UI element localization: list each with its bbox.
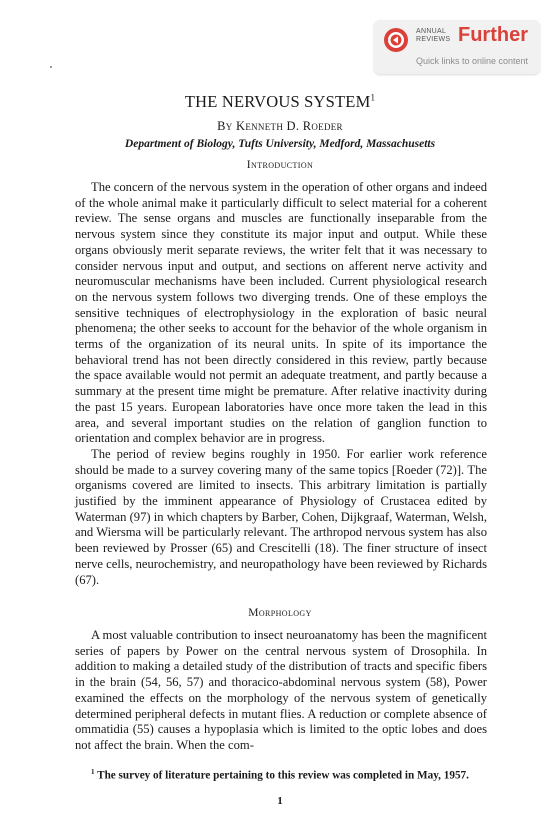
badge-brand: Further	[458, 24, 528, 46]
title-text: THE NERVOUS SYSTEM	[184, 92, 371, 111]
morphology-body	[75, 628, 487, 754]
body-paragraph: A most valuable contribution to insect neuroanatomy has been the magnificent series of papers by Power on the central nervous system of Drosophila. In addition to making a detailed study of the distribution of tracts and specific fibers in the brain (54, 56, 57) and thoracico-abdominal nervous system (58), Power examined the effects on the morphology of the nervous system of genetically determined peripheral defects in mutant flies. A reduction or complete absence of ommatidia (55) causes a hypoplasia which is limited to the optic lobes and does not affect the brain. When the com-	[75, 628, 487, 752]
publisher-name	[416, 28, 454, 44]
footnote	[75, 768, 487, 782]
footnote-mark: 1	[91, 768, 95, 776]
publisher-line-1: ANNUAL	[416, 28, 447, 35]
publisher-line-2: REVIEWS	[416, 36, 451, 43]
footnote-text: The survey of literature pertaining to this review was completed in May, 1957.	[97, 769, 469, 782]
section-heading-introduction: Introduction	[246, 159, 314, 171]
title-footnote-mark: 1	[370, 92, 376, 103]
stray-mark	[50, 66, 52, 68]
affiliation: Department of Biology, Tufts University, Medford, Massachusetts	[124, 138, 436, 150]
badge-tagline: Quick links to online content	[416, 56, 529, 66]
author-line: By Kenneth D. Roeder	[217, 119, 343, 133]
body-paragraph: The period of review begins roughly in 1950. For earlier work reference should be made to a survey covering many of the same topics [Roeder (72)]. The organisms covered are limited to insects. This arbitrary limitation is partially justified by the imminent appearance of Physiology of Crustacea edited by Waterman (97) in which chapters by Barber, Cohen, Dijkgraaf, Waterman, Welsh, and Wiersma will be particularly relevant. The arthropod nervous system has also been reviewed by Prosser (65) and Crescitelli (18). The finer structure of insect nerve cells, neurochemistry, and neuropathology have been reviewed by Richards (67).	[75, 446, 487, 587]
page-number: 1	[277, 795, 283, 807]
section-heading-morphology: Morphology	[248, 607, 312, 619]
annual-reviews-further-badge[interactable]	[374, 20, 540, 74]
body-paragraph: The concern of the nervous system in the operation of other organs and indeed of the whole animal make it particularly difficult to select material for a coherent review. The sense organs and muscles are functionally inseparable from the nervous system since they constitute its major input and output. While these organs obviously merit separate reviews, the writer felt that it was necessary to consider nervous input and output, and sections on afferent nerve activity and neuromuscular mechanisms have been included. Current physiological research on the nervous system follows two diverging trends. One of these employs the sensitive techniques of electrophysiology in the exploration of basic neural phenomena; the other seeks to account for the behavior of the whole organism in terms of the organization of its neural units. In spite of its importance the behavioral trend has not been directly considered in this review, partly because the space available would not permit an adequate treatment, and partly because a summary at the present time might be premature. After relative inactivity during the past 15 years. European laboratories have once more taken the lead in this area, and several important studies on the relation of ganglion function to orientation and complex behavior are in progress.	[75, 180, 487, 446]
annual-reviews-logo-icon	[383, 27, 409, 53]
article-title	[0, 92, 560, 112]
introduction-body	[75, 180, 487, 588]
